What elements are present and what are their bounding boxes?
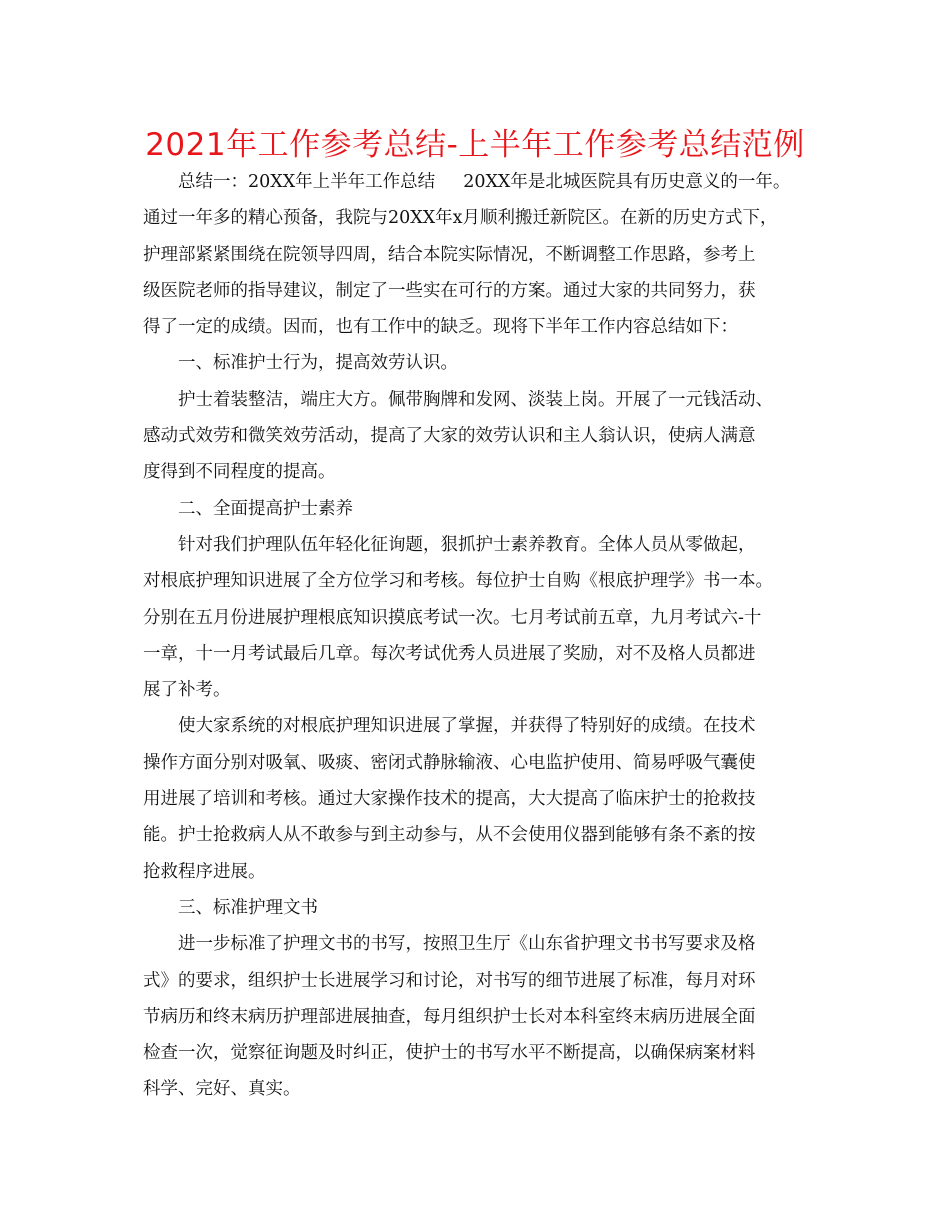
section-heading: 三、标准护理文书 <box>178 897 318 918</box>
paragraph-line: 通过一年多的精心预备，我院与20XX年x月顺利搬迁新院区。在新的历史方式下， <box>143 208 778 229</box>
paragraph-line: 护士着装整洁，端庄大方。佩带胸牌和发网、淡装上岗。开展了一元钱活动、 <box>178 389 773 410</box>
document-body <box>143 164 810 1108</box>
paragraph-line: 用进展了培训和考核。通过大家操作技术的提高，大大提高了临床护士的抢救技 <box>143 789 756 810</box>
paragraph-line: 对根底护理知识进展了全方位学习和考核。每位护士自购《根底护理学》书一本。 <box>143 571 773 592</box>
paragraph-line: 展了补考。 <box>143 680 231 701</box>
paragraph-line: 分别在五月份进展护理根底知识摸底考试一次。七月考试前五章，九月考试六-十 <box>143 607 762 628</box>
paragraph-line: 使大家系统的对根底护理知识进展了掌握，并获得了特别好的成绩。在技术 <box>178 716 756 737</box>
paragraph-line: 得了一定的成绩。因而，也有工作中的缺乏。现将下半年工作内容总结如下： <box>143 317 738 338</box>
section-heading: 一、标准护士行为，提高效劳认识。 <box>178 353 458 374</box>
paragraph-line: 护理部紧紧围绕在院领导四周，结合本院实际情况，不断调整工作思路，参考上 <box>143 244 756 265</box>
paragraph-line: 一章，十一月考试最后几章。每次考试优秀人员进展了奖励，对不及格人员都进 <box>143 643 756 664</box>
paragraph-line <box>143 164 810 200</box>
paragraph-line: 度得到不同程度的提高。 <box>143 462 336 483</box>
paragraph-line: 科学、完好、真实。 <box>143 1079 301 1100</box>
paragraph-line: 抢救程序进展。 <box>143 861 266 882</box>
section-heading: 二、全面提高护士素养 <box>178 498 353 519</box>
summary-heading-text: 总结一：20XX年上半年工作总结 <box>178 172 436 192</box>
paragraph-text: 20XX年是北城医院具有历史意义的一年。 <box>463 172 791 192</box>
paragraph-line: 节病历和终末病历护理部进展抽查，每月组织护士长对本科室终末病历进展全面 <box>143 1006 756 1027</box>
paragraph-line: 式》的要求，组织护士长进展学习和讨论，对书写的细节进展了标准，每月对环 <box>143 970 756 991</box>
paragraph-line: 级医院老师的指导建议，制定了一些实在可行的方案。通过大家的共同努力，获 <box>143 280 756 301</box>
paragraph-line: 针对我们护理队伍年轻化征询题，狠抓护士素养教育。全体人员从零做起， <box>178 534 756 555</box>
document-title: 2021年工作参考总结-上半年工作参考总结范例 <box>145 127 805 163</box>
paragraph-line: 操作方面分别对吸氧、吸痰、密闭式静脉输液、心电监护使用、简易呼吸气囊使 <box>143 752 756 773</box>
paragraph-line: 进一步标准了护理文书的书写，按照卫生厅《山东省护理文书书写要求及格 <box>178 934 756 955</box>
paragraph-line: 感动式效劳和微笑效劳活动，提高了大家的效劳认识和主人翁认识，使病人满意 <box>143 426 756 447</box>
paragraph-line: 检查一次，觉察征询题及时纠正，使护士的书写水平不断提高，以确保病案材料 <box>143 1043 756 1064</box>
paragraph-line: 能。护士抢救病人从不敢参与到主动参与，从不会使用仪器到能够有条不紊的按 <box>143 825 756 846</box>
